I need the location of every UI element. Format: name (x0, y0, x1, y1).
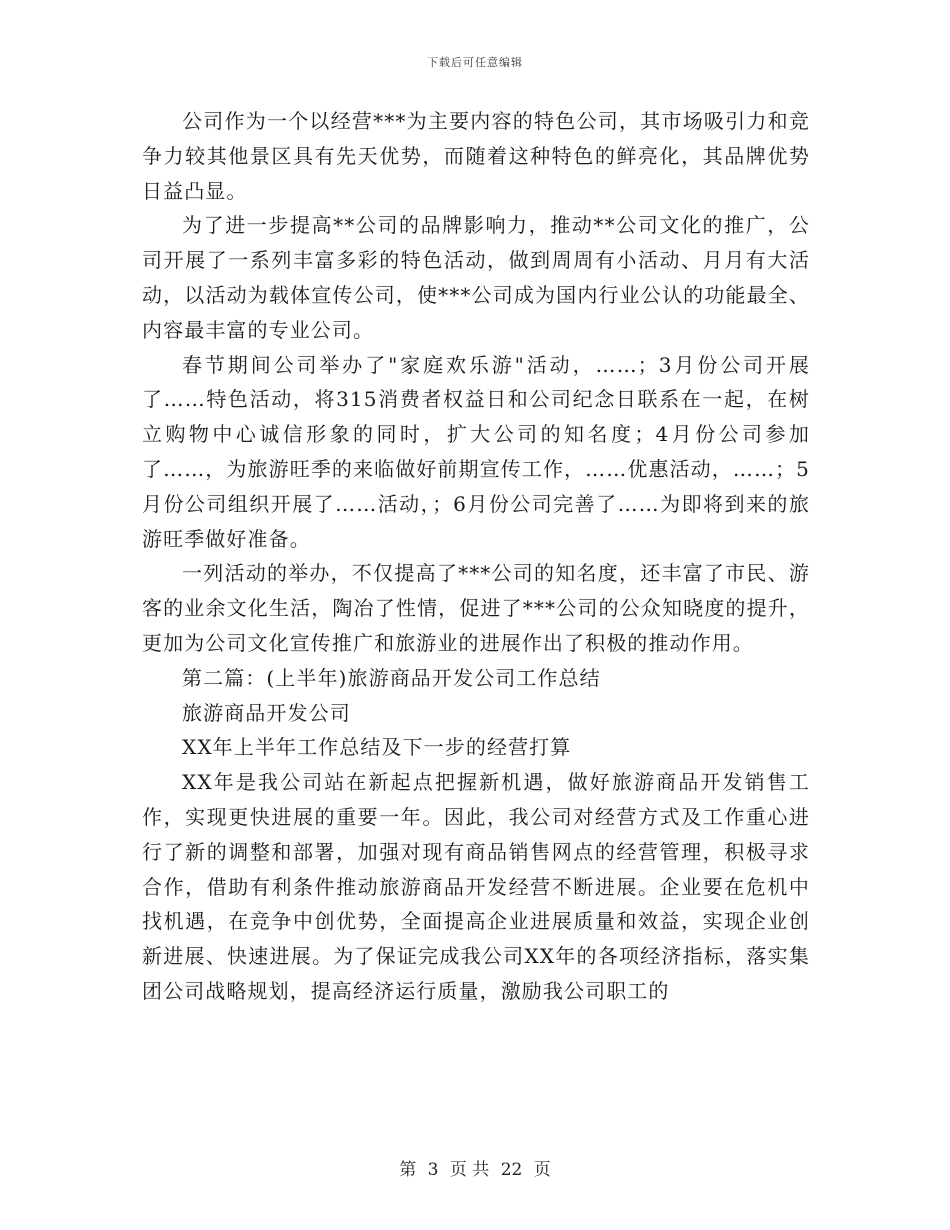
paragraph-3: 春节期间公司举办了"家庭欢乐游"活动，……；3月份公司开展了……特色活动，将315消费者权益日和公司纪念日联系在一起，在树立购物中心诚信形象的同时，扩大公司的知名度；4月份公司参加了……，为旅游旺季的来临做好前期宣传工作，……优惠活动，……；5月份公司组织开展了……活动，；6月份公司完善了……为即将到来的旅游旺季做好准备。 (142, 352, 810, 551)
company-name-line: 旅游商品开发公司 (182, 700, 351, 725)
page-footer (0, 1155, 950, 1180)
document-body (142, 104, 810, 1009)
paragraph-5: XX年是我公司站在新起点把握新机遇，做好旅游商品开发销售工作，实现更快进展的重要一年。因此，我公司对经营方式及工作重心进行了新的调整和部署，加强对现有商品销售网点的经营管理，积极寻求合作，借助有利条件推动旅游商品开发经营不断进展。企业要在危机中找机遇，在竞争中创优势，全面提高企业进展质量和效益，实现企业创新进展、快速进展。为了保证完成我公司XX年的各项经济指标，落实集团公司战略规划，提高经济运行质量，激励我公司职工的 (142, 770, 810, 1003)
paragraph-4: 一列活动的举办，不仅提高了***公司的知名度，还丰富了市民、游客的业余文化生活，陶冶了性情，促进了***公司的公众知晓度的提升，更加为公司文化宣传推广和旅游业的进展作出了积极的推动作用。 (142, 561, 810, 655)
page-header: 下载后可任意编辑 (427, 56, 523, 69)
paragraph-1: 公司作为一个以经营***为主要内容的特色公司，其市场吸引力和竞争力较其他景区具有先天优势，而随着这种特色的鲜亮化，其品牌优势日益凸显。 (142, 109, 810, 203)
footer-suffix: 页 (533, 1160, 551, 1180)
report-title-line: XX年上半年工作总结及下一步的经营打算 (182, 735, 572, 760)
footer-current-page: 3 (427, 1160, 439, 1180)
paragraph-2: 为了进一步提高**公司的品牌影响力，推动**公司文化的推广，公司开展了一系列丰富多彩的特色活动，做到周周有小活动、月月有大活动，以活动为载体宣传公司，使***公司成为国内行业公认的功能最全、内容最丰富的专业公司。 (142, 213, 810, 342)
footer-middle: 页 共 (449, 1160, 490, 1180)
footer-prefix: 第 (399, 1160, 417, 1180)
section-heading: 第二篇：(上半年)旅游商品开发公司工作总结 (182, 665, 601, 690)
footer-total-pages: 22 (500, 1160, 523, 1180)
